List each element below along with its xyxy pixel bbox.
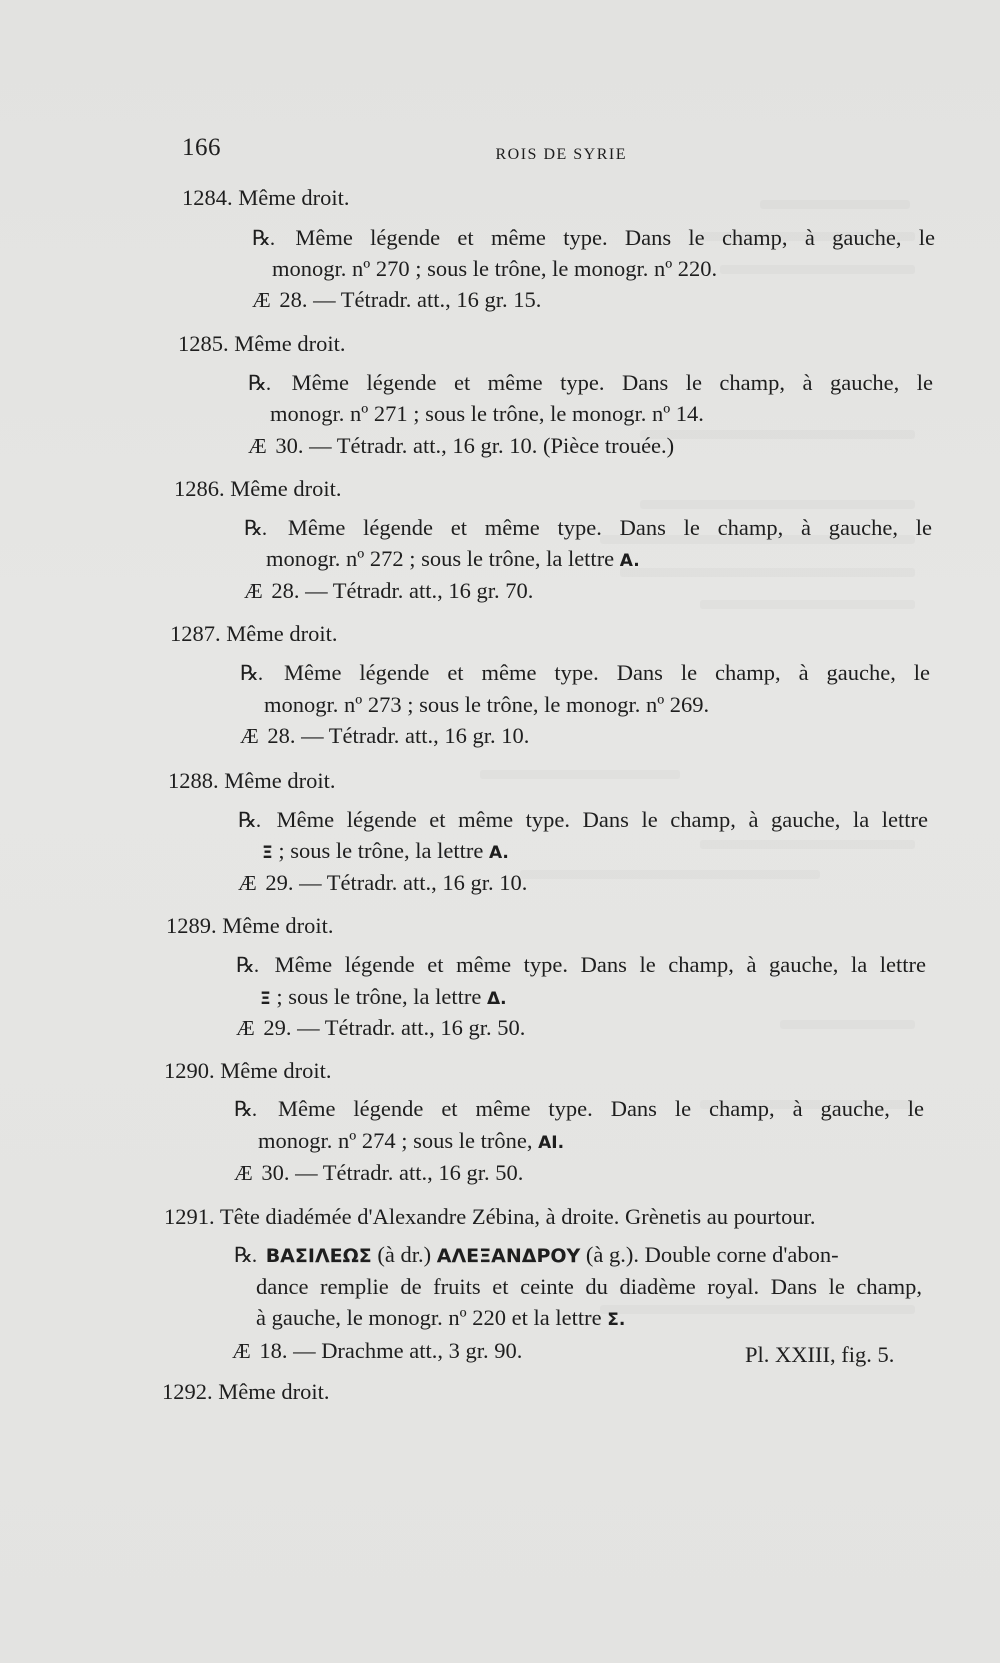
entry-heading bbox=[174, 474, 341, 504]
metal-symbol: Æ bbox=[252, 288, 270, 312]
obverse-description: Même droit. bbox=[234, 331, 346, 356]
reverse-symbol: ℞. bbox=[234, 1243, 257, 1267]
obverse-description: Même droit. bbox=[238, 185, 350, 210]
reverse-continuation: monogr. nº 273 ; sous le trône, le monogr. nº 269. bbox=[264, 692, 710, 717]
greek-legend-left: ΑΛΕΞΑΝΔΡΟΥ bbox=[436, 1245, 581, 1267]
reverse-description: ℞. ΒΑΣΙΛΕΩΣ (à dr.) ΑΛΕΞΑΝΔΡΟΥ (à g.). Double corne d'abon- bbox=[234, 1242, 839, 1267]
metal-symbol: Æ bbox=[244, 579, 262, 603]
running-title: ROIS DE SYRIE bbox=[495, 146, 627, 163]
metal-symbol: Æ bbox=[232, 1339, 250, 1363]
metal-symbol: Æ bbox=[236, 1016, 254, 1040]
coin-details: Æ 18. — Drachme att., 3 gr. 90. bbox=[232, 1338, 523, 1363]
reverse-description: ℞. Même légende et même type. Dans le champ, à gauche, le bbox=[244, 515, 933, 540]
obverse-description: Même droit. bbox=[218, 1379, 330, 1404]
entry-heading bbox=[168, 766, 335, 796]
entry-number: 1287. bbox=[170, 621, 221, 646]
reverse-symbol: ℞. bbox=[244, 516, 267, 540]
entry-number: 1288. bbox=[168, 768, 219, 793]
reverse-symbol: ℞. bbox=[234, 1097, 257, 1121]
entry-number: 1285. bbox=[178, 331, 229, 356]
plate-reference: Pl. XXIII, fig. 5. bbox=[745, 1342, 895, 1367]
metal-symbol: Æ bbox=[238, 871, 256, 895]
coin-details: Æ 30. — Tétradr. att., 16 gr. 10. (Pièce trouée.) bbox=[248, 433, 675, 458]
reverse-symbol: ℞. bbox=[240, 661, 263, 685]
entry-heading bbox=[164, 1202, 816, 1232]
obverse-description: Même droit. bbox=[224, 768, 336, 793]
greek-letters: AI. bbox=[538, 1133, 565, 1153]
obverse-description: Même droit. bbox=[230, 476, 342, 501]
reverse-continuation: Ξ ; sous le trône, la lettre Δ. bbox=[260, 984, 507, 1009]
reverse-continuation: à gauche, le monogr. nº 220 et la lettre Σ. bbox=[256, 1305, 626, 1330]
entry-number: 1291. bbox=[164, 1204, 215, 1229]
greek-legend-right: ΒΑΣΙΛΕΩΣ bbox=[265, 1245, 372, 1267]
coin-details: Æ 28. — Tétradr. att., 16 gr. 15. bbox=[252, 287, 542, 312]
reverse-continuation: monogr. nº 270 ; sous le trône, le monogr. nº 220. bbox=[272, 256, 718, 281]
metal-symbol: Æ bbox=[234, 1161, 252, 1185]
entry-heading bbox=[162, 1377, 329, 1407]
reverse-description: ℞. Même légende et même type. Dans le champ, à gauche, la lettre bbox=[236, 952, 927, 977]
reverse-continuation: monogr. nº 271 ; sous le trône, le monogr. nº 14. bbox=[270, 401, 704, 426]
entry-heading bbox=[170, 619, 337, 649]
metal-symbol: Æ bbox=[248, 434, 266, 458]
obverse-description: Même droit. bbox=[220, 1058, 332, 1083]
entry-heading bbox=[182, 183, 349, 213]
obverse-description: Même droit. bbox=[226, 621, 338, 646]
reverse-continuation: dance remplie de fruits et ceinte du diadème royal. Dans le champ, bbox=[256, 1274, 922, 1299]
reverse-description: ℞. Même légende et même type. Dans le champ, à gauche, le bbox=[252, 225, 935, 250]
coin-details: Æ 29. — Tétradr. att., 16 gr. 10. bbox=[238, 870, 528, 895]
entry-number: 1286. bbox=[174, 476, 225, 501]
reverse-continuation: monogr. nº 274 ; sous le trône, AI. bbox=[258, 1128, 565, 1153]
entry-heading bbox=[166, 911, 333, 941]
entry-number: 1284. bbox=[182, 185, 233, 210]
greek-letter: Ξ bbox=[260, 989, 271, 1009]
reverse-continuation: Ξ ; sous le trône, la lettre A. bbox=[262, 838, 509, 863]
coin-details: Æ 28. — Tétradr. att., 16 gr. 70. bbox=[244, 578, 534, 603]
entry-number: 1292. bbox=[162, 1379, 213, 1404]
reverse-continuation: monogr. nº 272 ; sous le trône, la lettre A. bbox=[266, 546, 640, 571]
reverse-description: ℞. Même légende et même type. Dans le champ, à gauche, le bbox=[240, 660, 931, 685]
reverse-description: ℞. Même légende et même type. Dans le champ, à gauche, la lettre bbox=[238, 807, 929, 832]
metal-symbol: Æ bbox=[240, 724, 258, 748]
reverse-description: ℞. Même légende et même type. Dans le champ, à gauche, le bbox=[248, 370, 934, 395]
greek-letter: Ξ bbox=[262, 843, 273, 863]
page-number: 166 bbox=[182, 134, 221, 161]
greek-letter: A. bbox=[619, 551, 640, 571]
entry-number: 1290. bbox=[164, 1058, 215, 1083]
greek-letter: A. bbox=[488, 843, 509, 863]
coin-details: Æ 29. — Tétradr. att., 16 gr. 50. bbox=[236, 1015, 526, 1040]
obverse-description: Tête diadémée d'Alexandre Zébina, à droite. Grènetis au pourtour. bbox=[219, 1204, 816, 1229]
coin-details: Æ 28. — Tétradr. att., 16 gr. 10. bbox=[240, 723, 530, 748]
entry-heading bbox=[178, 329, 345, 359]
entry-heading bbox=[164, 1056, 331, 1086]
greek-letter: Σ. bbox=[607, 1310, 626, 1330]
reverse-description: ℞. Même légende et même type. Dans le champ, à gauche, le bbox=[234, 1096, 925, 1121]
reverse-symbol: ℞. bbox=[248, 371, 271, 395]
coin-details: Æ 30. — Tétradr. att., 16 gr. 50. bbox=[234, 1160, 524, 1185]
entry-number: 1289. bbox=[166, 913, 217, 938]
greek-letter: Δ. bbox=[486, 989, 507, 1009]
reverse-symbol: ℞. bbox=[238, 808, 261, 832]
reverse-symbol: ℞. bbox=[236, 953, 259, 977]
obverse-description: Même droit. bbox=[222, 913, 334, 938]
reverse-symbol: ℞. bbox=[252, 226, 275, 250]
